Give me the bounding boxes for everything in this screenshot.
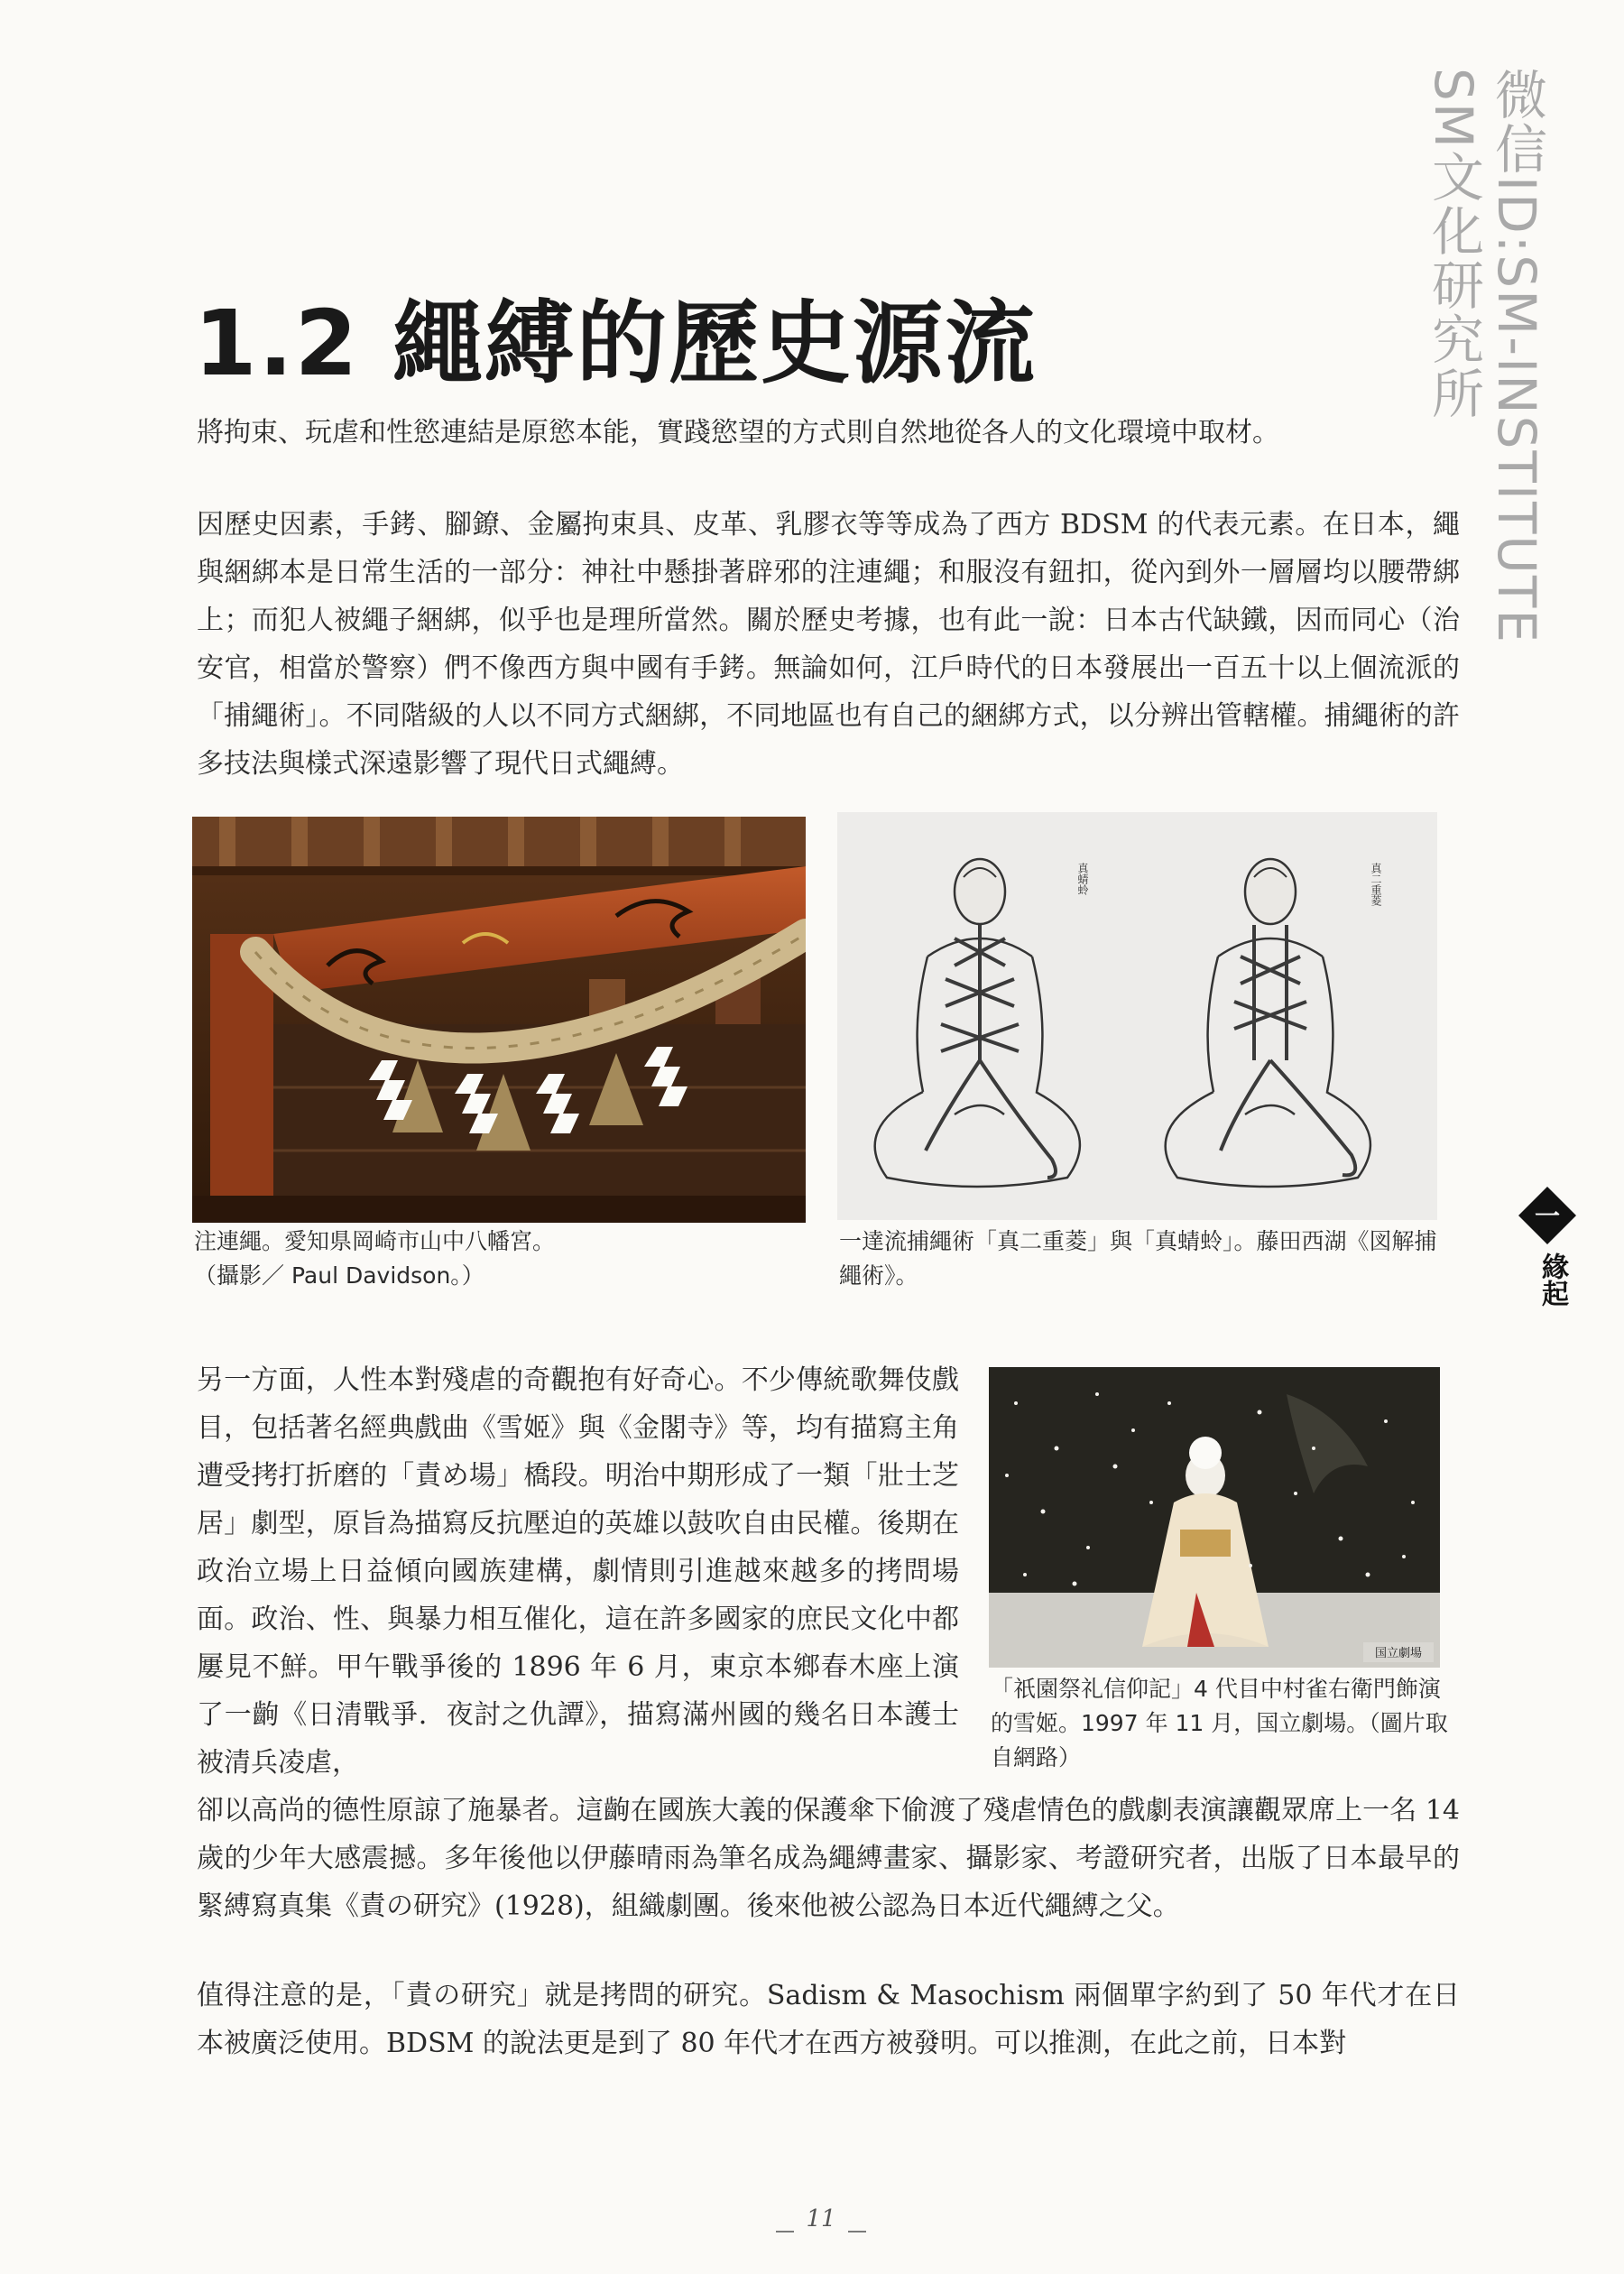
shimenawa-caption-line1: 注連繩。愛知県岡崎市山中八幡宮。 xyxy=(194,1228,556,1254)
kabuki-photo-stamp: 国立劇場 xyxy=(1374,1647,1423,1660)
chapter-mark: 一 xyxy=(1534,1201,1561,1231)
shimenawa-caption-line2: （攝影／ Paul Davidson。） xyxy=(194,1262,484,1289)
diagram-label-right: 真二重菱 xyxy=(1370,863,1382,906)
section-title: 1.2 繩縛的歷史源流 xyxy=(194,291,1037,396)
chapter-diamond-icon xyxy=(1517,1185,1578,1246)
hojojutsu-diagram xyxy=(837,812,1437,1220)
watermark-institute-name: SM文化研究所 xyxy=(1423,68,1484,421)
shimenawa-caption xyxy=(194,1225,807,1293)
kabuki-caption: 「祇園祭礼信仰記」4 代目中村雀右衛門飾演的雪姬。1997 年 11 月，国立劇場。（圖片取自網路） xyxy=(991,1676,1448,1770)
hojojutsu-caption: 一達流捕繩術「真二重菱」與「真蜻蛉」。藤田西湖《図解捕繩術》。 xyxy=(839,1228,1437,1289)
page-number: 11 xyxy=(794,2205,848,2232)
terminology-paragraph: 值得注意的是，「責の研究」就是拷問的研究。Sadism & Masochism 兩個單字約到了 50 年代才在日本被廣泛使用。BDSM 的說法更是到了 80 年代才在西方被發明。可以推測，在此之前，日本對 xyxy=(197,1980,1460,2059)
shimenawa-shrine-photo xyxy=(192,817,806,1223)
chapter-label: 緣起 xyxy=(1536,1253,1568,1307)
diagram-label-left: 真蜻蛉 xyxy=(1076,863,1089,895)
kabuki-paragraph-continued: 卻以高尚的德性原諒了施暴者。這齣在國族大義的保護傘下偷渡了殘虐情色的戲劇表演讓觀眾席上一名 14 歲的少年大感震撼。多年後他以伊藤晴雨為筆名成為繩縛畫家、攝影家、考證研究者，出版了日本最早的緊縛寫真集《責の研究》(1928)，組織劇團。後來他被公認為日本近代繩縛之父。 xyxy=(197,1795,1460,1922)
history-paragraph: 因歷史因素，手銬、腳鐐、金屬拘束具、皮革、乳膠衣等等成為了西方 BDSM 的代表元素。在日本，繩與綑綁本是日常生活的一部分：神社中懸掛著辟邪的注連繩；和服沒有鈕扣，從內到外一層層均以腰帶綁上；而犯人被繩子綑綁，似乎也是理所當然。關於歷史考據，也有此一說：日本古代缺鐵，因而同心（治安官，相當於警察）們不像西方與中國有手銬。無論如何，江戶時代的日本發展出一百五十以上個流派的「捕繩術」。不同階級的人以不同方式綑綁，不同地區也有自己的綑綁方式，以分辨出管轄權。捕繩術的許多技法與樣式深遠影響了現代日式繩縛。 xyxy=(197,509,1460,780)
kabuki-paragraph: 另一方面，人性本對殘虐的奇觀抱有好奇心。不少傳統歌舞伎戲目，包括著名經典戲曲《雪姬》與《金閣寺》等，均有描寫主角遭受拷打折磨的「責め場」橋段。明治中期形成了一類「壯士芝居」劇型，原旨為描寫反抗壓迫的英雄以鼓吹自由民權。後期在政治立場上日益傾向國族建構，劇情則引進越來越多的拷問場面。政治、性、與暴力相互催化，這在許多國家的庶民文化中都屢見不鮮。甲午戰爭後的 1896 年 6 月，東京本鄉春木座上演了一齣《日清戰爭．夜討之仇譚》，描寫滿州國的幾名日本護士被清兵凌虐， xyxy=(197,1364,959,1779)
kabuki-stage-photo xyxy=(989,1367,1440,1668)
intro-paragraph: 將拘束、玩虐和性慾連結是原慾本能，實踐慾望的方式則自然地從各人的文化環境中取材。 xyxy=(197,417,1279,448)
watermark-wechat-id: 微信ID:SM-INSTITUTE xyxy=(1486,68,1547,644)
